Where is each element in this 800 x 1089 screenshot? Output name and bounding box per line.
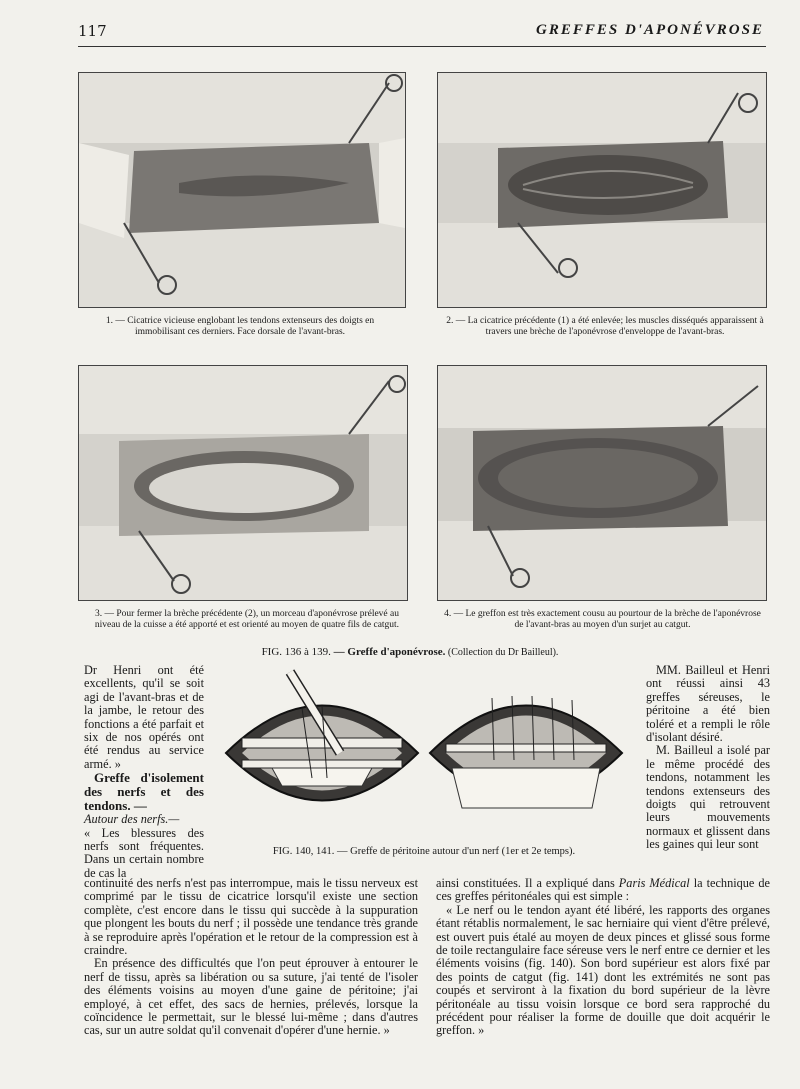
caption-fig-2: 2. — La cicatrice précédente (1) a été enlevée; les muscles disséqués apparaissent à travers une brèche de l'aponévrose d'enveloppe de l'avant-bras. xyxy=(446,316,764,337)
diagram-fig-140 xyxy=(226,672,418,801)
figure-title: — Greffe d'aponévrose. xyxy=(330,646,446,658)
paragraph: continuité des nerfs n'est pas interrompue, mais le tissu nerveux est comprimé par le tissu de cicatrice lorsqu'il existe une section complète, c'est encore dans le tissu qui succède à la suppuration que plongent les bouts du nerf ; il possède une tendance très grande à se reproduire après l'opération et le retour de la compression est à craindre. xyxy=(84,876,418,958)
quoted-paragraph: « Le nerf ou le tendon ayant été libéré, les rapports des organes étant rétablis normalement, le sac herniaire qui vient d'être prélevé, est ouvert puis étalé au moyen de deux pinces et glissé sous forme de toile rectangulaire face séreuse vers le nerf entre ce dernier et les éléments voisins (fig. 140). Son bord supérieur est alors fixé par des points de catgut (fig. 141) dont les extrémités ne sont pas coupés et serviront à la fixation du bord supérieur de la lèvre péritonéale au tissu voisin lorsque ce bord sera rapproché du précédent pour réaliser la forme de douille que doit acquérir le greffon. » xyxy=(436,902,770,1038)
right-column xyxy=(436,877,770,1038)
running-title: GREFFES D'APONÉVROSE xyxy=(536,22,764,38)
header-rule xyxy=(78,46,766,47)
paragraph: MM. Bailleul et Henri ont réussi ainsi 43 greffes séreuses, le péritoine a été bien toléré et a rempli le rôle d'isolant désiré. xyxy=(646,663,770,745)
figure-credit: (Collection du Dr Bailleul). xyxy=(445,647,559,658)
page-number: 117 xyxy=(78,22,107,40)
photo-fig-4 xyxy=(437,365,767,601)
caption-fig-4: 4. — Le greffon est très exactement cousu au pourtour de la brèche de l'aponévrose de l'avant-bras au moyen d'un surjet au catgut. xyxy=(444,609,761,630)
left-column xyxy=(84,877,418,1038)
paragraph: « Les blessures des nerfs sont fréquentes. Dans un certain nombre de cas la xyxy=(84,825,204,880)
text-run: la technique de ces greffes péritonéales qui est simple : xyxy=(436,876,770,904)
journal-title: Paris Médical xyxy=(618,876,690,890)
figure-number: FIG. 136 à 139. xyxy=(261,646,331,658)
paragraph: M. Bailleul a isolé par le même procédé des tendons, notamment les tendons extenseurs des doigts qui retrouvent leurs mouvements normaux et glissent dans les gaines qui leur sont xyxy=(646,743,770,852)
photo-fig-2 xyxy=(437,72,767,308)
paragraph: En présence des difficultés que l'on peut éprouver à entourer le nerf de tissu, après sa libération ou sa suture, j'ai tenté de l'isoler des éléments voisins au moyen d'une gaine de péritoine; j'ai employé, à cet effet, des sacs de hernies, prélevés, lorsque la coïncidence le permettait, sur le blessé lui-même ; dans d'autres cas, sur un autre soldat qu'il convenait d'opérer d'une hernie. » xyxy=(84,956,418,1038)
subsection-heading: Autour des nerfs.— xyxy=(84,812,180,827)
right-narrow-column xyxy=(646,664,770,852)
photo-fig-3 xyxy=(78,365,408,601)
caption-fig-1: 1. — Cicatrice vicieuse englobant les tendons extenseurs des doigts en immobilisant ces derniers. Face dorsale de l'avant-bras. xyxy=(105,316,375,337)
paragraph: Dr Henri ont été excellents, qu'il se soit agi de l'avant-bras et de la jambe, le retour des fonctions a été parfait et six de nos opérés ont été rendus au service armé. » xyxy=(84,663,204,771)
diagram-fig-140-141 xyxy=(222,668,626,838)
left-narrow-column xyxy=(84,664,204,880)
paragraph xyxy=(436,877,770,904)
caption-fig-3: 3. — Pour fermer la brèche précédente (2), un morceau d'aponévrose prélevé au niveau de la cuisse a été apporté et est orienté au moyen de quatre fils de catgut. xyxy=(94,609,400,630)
caption-fig-140-141: FIG. 140, 141. — Greffe de péritoine autour d'un nerf (1er et 2e temps). xyxy=(272,846,576,857)
text-run: ainsi constituées. Il a expliqué dans xyxy=(436,876,619,890)
figure-title-136-139 xyxy=(200,646,620,658)
diagram-fig-141 xyxy=(430,696,622,808)
photo-fig-1 xyxy=(78,72,406,308)
section-heading: Greffe d'isolement des nerfs et des tendons. — xyxy=(84,770,204,814)
